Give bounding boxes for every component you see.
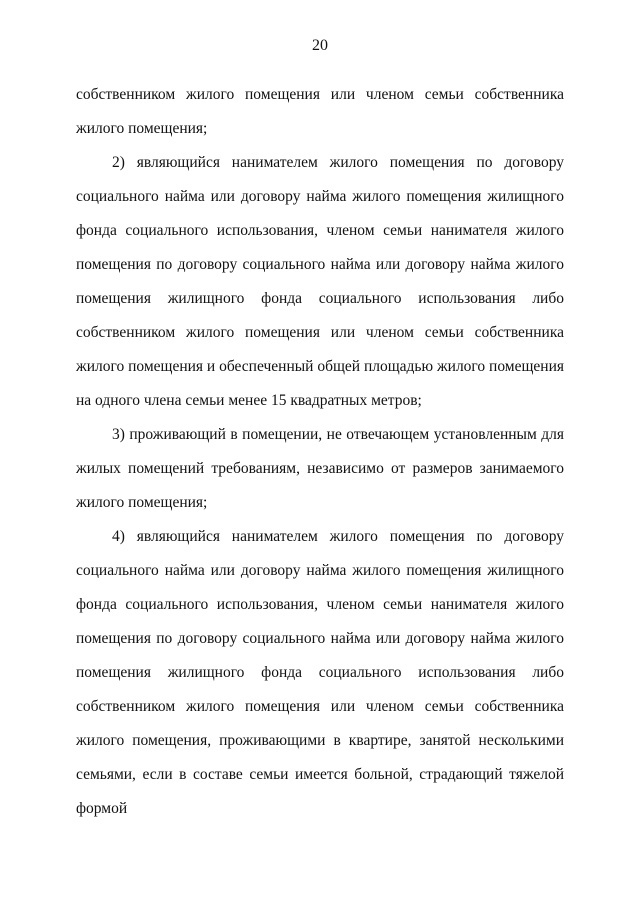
paragraph-item-4: 4) являющийся нанимателем жилого помещения по договору социального найма или договору найма жилого помещения жилищного фонда социального использования, членом семьи нанимателя жилого помещения по договору социального найма или договору найма жилого помещения жилищного фонда социального использования либо собственником жилого помещения или членом семьи собственника жилого помещения, проживающими в квартире, занятой несколькими семьями, если в составе семьи имеется больной, страдающий тяжелой формой (76, 528, 564, 817)
paragraph-item-2: 2) являющийся нанимателем жилого помещения по договору социального найма или договору найма жилого помещения жилищного фонда социального использования, членом семьи нанимателя жилого помещения по договору социального найма или договору найма жилого помещения жилищного фонда социального использования либо собственником жилого помещения или членом семьи собственника жилого помещения и обеспеченный общей площадью жилого помещения на одного члена семьи менее 15 квадратных метров; (76, 154, 565, 409)
paragraph-item-3: 3) проживающий в помещении, не отвечающем установленным для жилых помещений требованиям, независимо от размеров занимаемого жилого помещения; (76, 426, 564, 511)
paragraph-continuation: собственником жилого помещения или членом семьи собственника жилого помещения; (76, 86, 564, 137)
page-number: 20 (312, 37, 328, 54)
document-body (76, 78, 564, 826)
